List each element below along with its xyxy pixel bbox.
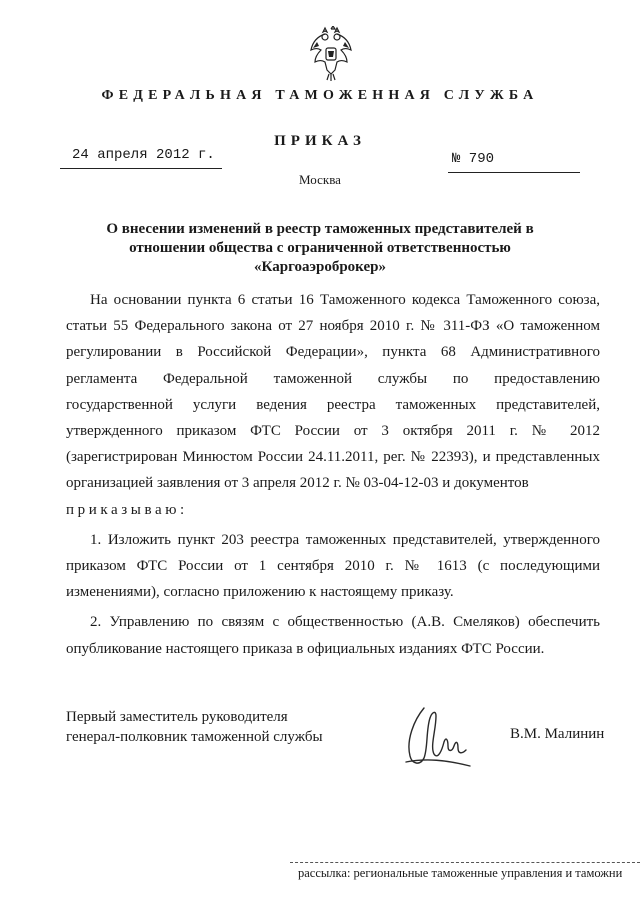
document-type: ПРИКАЗ bbox=[274, 133, 366, 149]
distribution-divider bbox=[290, 862, 640, 863]
order-word: приказываю: bbox=[66, 501, 188, 518]
document-title bbox=[96, 220, 544, 277]
handwritten-signature-icon bbox=[396, 700, 476, 776]
order-item-2: 2. Управлению по связям с общественностью (А.В. Смеляков) обеспечить опубликование настоящего приказа в официальных изданиях ФТС России. bbox=[66, 614, 600, 657]
date-underline bbox=[60, 168, 222, 169]
preamble-paragraph: На основании пункта 6 статьи 16 Таможенного кодекса Таможенного союза, статьи 55 Федерального закона от 27 ноября 2010 г. № 311-ФЗ «О таможенном регулировании в Российской Федерации», пункта 68 Административного регламента Федеральной таможенной службы по предоставлению государственной услуги ведения реестра таможенных представителей, утвержденного приказом ФТС России от 3 октября 2011 г. № 2012 (зарегистрирован Минюстом России 24.11.2011, рег. № 22393), и представленных организацией заявления от 3 апреля 2012 г. № 03-04-12-03 и документов bbox=[66, 292, 600, 492]
title-line: О внесении изменений в реестр таможенных представителей в bbox=[106, 221, 534, 237]
city: Москва bbox=[299, 172, 341, 187]
distribution-list: рассылка: региональные таможенные управления и таможни bbox=[298, 866, 623, 880]
position-line: Первый заместитель руководителя bbox=[66, 709, 288, 725]
order-number: № 790 bbox=[452, 151, 495, 167]
order-date: 24 апреля 2012 г. bbox=[72, 147, 215, 163]
order-item-1: 1. Изложить пункт 203 реестра таможенных представителей, утвержденного приказом ФТС России от 1 сентября 2010 г. № 1613 (с последующими изменениями), согласно приложению к настоящему приказу. bbox=[66, 531, 600, 601]
position-line: генерал-полковник таможенной службы bbox=[66, 729, 323, 745]
title-line: «Каргоаэроброкер» bbox=[254, 259, 386, 275]
signatory-name: В.М. Малинин bbox=[510, 726, 605, 742]
document-body bbox=[66, 287, 600, 662]
agency-name: ФЕДЕРАЛЬНАЯ ТАМОЖЕННАЯ СЛУЖБА bbox=[101, 88, 539, 103]
signatory-position bbox=[66, 707, 323, 747]
title-line: отношении общества с ограниченной ответственностью bbox=[129, 240, 511, 256]
russian-coat-of-arms-icon bbox=[309, 26, 353, 82]
